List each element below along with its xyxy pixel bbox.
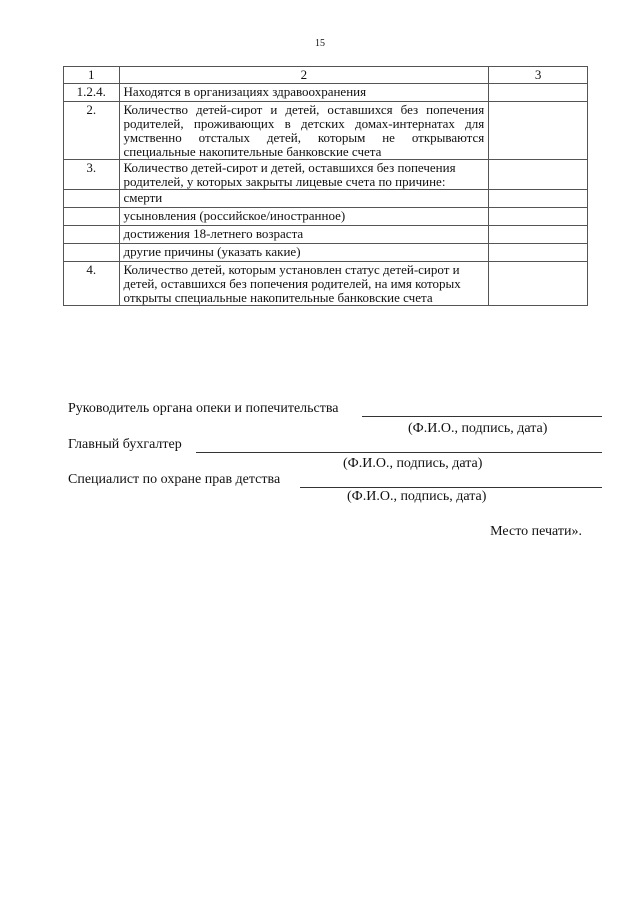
signature-line-specialist[interactable] (300, 487, 602, 488)
row-number (64, 208, 120, 226)
row-value-cell[interactable] (489, 102, 588, 160)
header-col-2: 2 (119, 67, 489, 84)
row-text: усыновления (российское/иностранное) (119, 208, 489, 226)
header-col-3: 3 (489, 67, 588, 84)
table-row (64, 102, 588, 160)
row-text: смерти (119, 190, 489, 208)
row-value-cell[interactable] (489, 208, 588, 226)
table-subrow (64, 244, 588, 262)
row-value-cell[interactable] (489, 226, 588, 244)
row-number (64, 244, 120, 262)
stamp-place-label: Место печати». (490, 524, 582, 539)
row-text: Количество детей, которым установлен статус детей-сирот и детей, оставшихся без попечения родителей, на имя которых открыты специальные накопительные банковские счета (119, 262, 489, 306)
signature-line-accountant[interactable] (196, 452, 602, 453)
row-text: другие причины (указать какие) (119, 244, 489, 262)
row-number (64, 190, 120, 208)
row-number: 3. (64, 160, 120, 190)
header-col-1: 1 (64, 67, 120, 84)
signature-label-head: Руководитель органа опеки и попечительства (68, 401, 339, 416)
table-header-row (64, 67, 588, 84)
table-row (64, 84, 588, 102)
report-table (63, 66, 588, 306)
row-text: Находятся в организациях здравоохранения (119, 84, 489, 102)
signature-line-head[interactable] (362, 416, 602, 417)
row-value-cell[interactable] (489, 160, 588, 190)
table-subrow (64, 208, 588, 226)
row-number: 1.2.4. (64, 84, 120, 102)
row-text: Количество детей-сирот и детей, оставшихся без попечения родителей, у которых закрыты лицевые счета по причине: (119, 160, 489, 190)
row-number: 4. (64, 262, 120, 306)
signature-caption-accountant: (Ф.И.О., подпись, дата) (343, 456, 483, 471)
row-text: достижения 18-летнего возраста (119, 226, 489, 244)
row-value-cell[interactable] (489, 244, 588, 262)
row-text: Количество детей-сирот и детей, оставшихся без попечения родителей, проживающих в детских домах-интернатах для умственно отсталых детей, которым не открываются специальные накопительные банковские счета (119, 102, 489, 160)
row-value-cell[interactable] (489, 84, 588, 102)
row-number: 2. (64, 102, 120, 160)
row-value-cell[interactable] (489, 262, 588, 306)
signature-label-accountant: Главный бухгалтер (68, 437, 182, 452)
signature-caption-head: (Ф.И.О., подпись, дата) (408, 421, 548, 436)
table-row (64, 160, 588, 190)
table-subrow (64, 190, 588, 208)
row-number (64, 226, 120, 244)
table-subrow (64, 226, 588, 244)
table-row (64, 262, 588, 306)
row-value-cell[interactable] (489, 190, 588, 208)
signature-label-specialist: Специалист по охране прав детства (68, 472, 281, 487)
signature-caption-specialist: (Ф.И.О., подпись, дата) (347, 489, 487, 504)
page-number: 15 (315, 38, 325, 49)
